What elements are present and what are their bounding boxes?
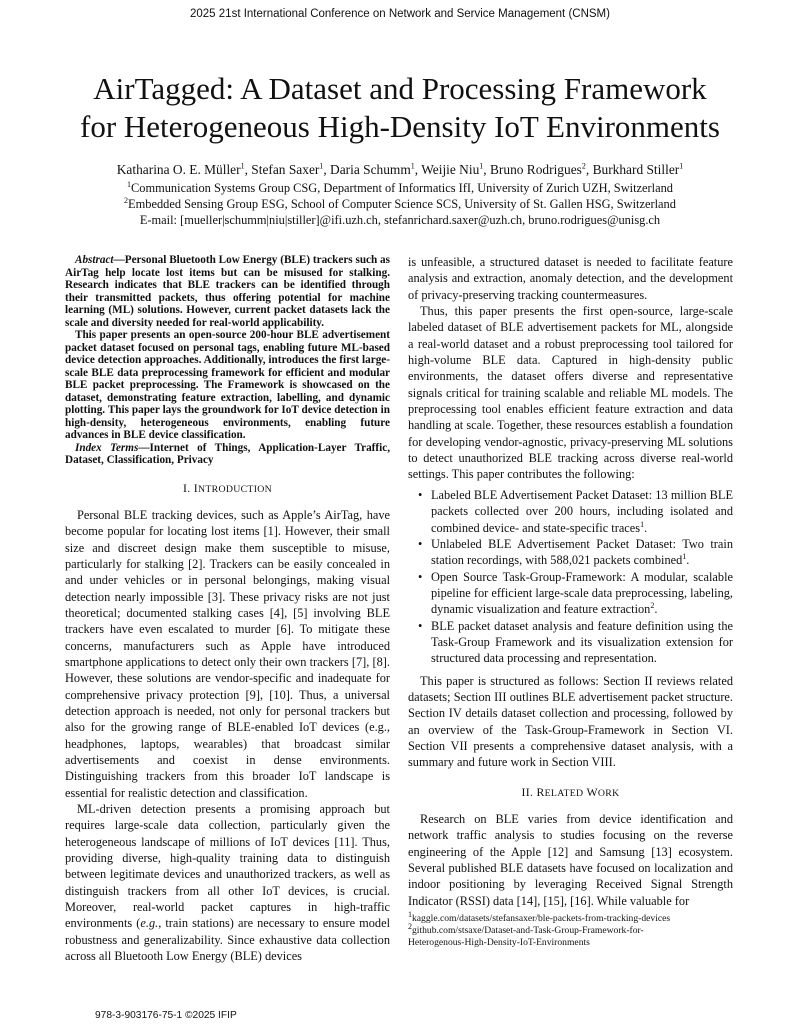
- related-paragraph-1: Research on BLE varies from device identification and network traffic analysis to studies focusing on the reverse engineering of the Apple [12] and Samsung [13] ecosystem. Several published BLE datasets have focused on localization and indoor positioning by leveraging Received Signal Strength Indicator (RSSI) data [14], [15], [16]. While valuable for: [408, 812, 733, 908]
- affiliation-2: $^2$Embedded Sensing Group ESG, School of Computer Science SCS, University of St. Gallen HSG, Switzerland: [124, 195, 676, 211]
- index-terms-label: Index Terms: [75, 441, 139, 454]
- contribution-list: [408, 487, 733, 667]
- conference-header: 2025 21st International Conference on Network and Service Management (CNSM): [190, 8, 610, 20]
- email-line: E-mail: [mueller|schumm|niu|stiller]@ifi.uzh.ch, stefanrichard.saxer@uzh.ch, bruno.rodrigues@unisg.ch: [139, 213, 661, 227]
- title-line-1: AirTagged: A Dataset and Processing Framework: [93, 71, 707, 106]
- section-heading-related-work: II. RELATED WORK: [521, 784, 620, 799]
- abstract-paragraph-2: This paper presents an open-source 200-hour BLE advertisement packet dataset focused on personal tags, enabling future ML-based device detection approaches. Additionally, introduces the first large-scale BLE data preprocessing framework for efficient and modular BLE packet preprocessing. The Framework is showcased on the dataset, demonstrating feature extraction, labelling, and dynamic plotting. This paper lays the groundwork for IoT device detection in high-density, heterogeneous environments, enabling future advances in BLE device classification.: [65, 329, 390, 441]
- intro-paragraph-4: Thus, this paper presents the first open-source, large-scale labeled dataset of BLE advertisement packets for ML, alongside a real-world dataset and a robust preprocessing tool tailored for high-volume BLE data. Captured in high-density public environments, the dataset offers diverse and representative signals critical for training scalable and reliable ML models. The preprocessing tool enables efficient feature extraction and data handling at scale. Together, these resources establish a foundation for developing vendor-agnostic, privacy-preserving ML solutions to detect unauthorized BLE tracking across diverse real-world settings. This paper contributes the following:: [408, 304, 733, 482]
- bullet-icon: •: [418, 618, 423, 633]
- bullet-icon: •: [418, 536, 423, 551]
- title-line-2: for Heterogeneous High-Density IoT Environments: [80, 109, 720, 144]
- author-list: Katharina O. E. Müller$^1$, Stefan Saxer$^1$, Daria Schumm$^1$, Weijie Niu$^1$, Bruno Rodrigues$^2$, Burkhard Stiller$^1$: [116, 161, 684, 177]
- author-name: Burkhard Stiller: [592, 162, 680, 177]
- author-name: Weijie Niu: [421, 162, 480, 177]
- left-column: [65, 254, 390, 964]
- contribution-item: • BLE packet dataset analysis and feature definition using the Task-Group Framework and its visualization extension for structured data processing and representation.: [418, 618, 733, 666]
- footnotes: [408, 909, 738, 950]
- author-name: Bruno Rodrigues: [489, 162, 582, 177]
- right-column: [408, 254, 733, 909]
- intro-paragraph-3: is unfeasible, a structured dataset is needed to facilitate feature analysis and extraction, anomaly detection, and the development of privacy-preserving tracking countermeasures.: [408, 255, 733, 302]
- author-name: Stefan Saxer: [251, 162, 320, 177]
- footnote-2-continued[interactable]: Heterogenous-High-Density-IoT-Environments: [408, 937, 590, 949]
- abstract-paragraph-1: Personal Bluetooth Low Energy (BLE) trackers such as AirTag help locate lost items but can be misused for stalking. Research indicates that BLE trackers can be identified through their transmitted packets, thus offering potential for machine learning (ML) solutions. However, current packet datasets lack the scale and diversity needed for real-world applicability.: [65, 254, 390, 329]
- footnote-1[interactable]: $^1$kaggle.com/datasets/stefansaxer/ble-packets-from-tracking-devices: [408, 909, 671, 924]
- index-terms: Internet of Things, Application-Layer Traffic, Dataset, Classification, Privacy: [65, 441, 390, 466]
- abstract-label: Abstract: [75, 254, 114, 266]
- contribution-item: • Labeled BLE Advertisement Packet Dataset: 13 million BLE packets collected over 200 hours, including isolated and combined device- and state-specific traces$^1$.: [418, 487, 733, 535]
- paper-title: [40, 70, 760, 146]
- affiliations: [30, 180, 770, 228]
- bullet-icon: •: [418, 569, 423, 584]
- affiliation-1: $^1$Communication Systems Group CSG, Department of Informatics IfI, University of Zurich UZH, Switzerland: [127, 179, 673, 195]
- contribution-item: • Open Source Task-Group-Framework: A modular, scalable pipeline for efficient large-scale data preprocessing, labeling, dynamic visualization and feature extraction$^2$.: [418, 569, 733, 617]
- abstract: Abstract—Personal Bluetooth Low Energy (BLE) trackers such as AirTag help locate lost items but can be misused for stalking. Research indicates that BLE trackers can be identified through their transmitted packets, thus offering potential for machine learning (ML) solutions. However, current packet datasets lack the scale and diversity needed for real-world applicability. This paper presents an open-source 200-hour BLE advertisement packet dataset focused on personal tags, enabling future ML-based device detection approaches. Additionally, introduces the first large-scale BLE data preprocessing framework for efficient and modular BLE packet preprocessing. The Framework is showcased on the dataset, demonstrating feature extraction, labelling, and dynamic plotting. This paper lays the groundwork for IoT device detection in high-density, heterogeneous environments, enabling future advances in BLE device classification. Index Terms—Internet of Things, Application-Layer Traffic, Dataset, Classification, Privacy: [65, 254, 390, 466]
- bullet-icon: •: [418, 487, 423, 502]
- isbn-copyright: 978-3-903176-75-1 ©2025 IFIP: [95, 1010, 237, 1021]
- intro-paragraph-5: This paper is structured as follows: Section II reviews related datasets; Section III outlines BLE advertisement packet structure. Section IV details dataset collection and processing, followed by an overview of the Task-Group-Framework in Section VI. Section VII presents a comprehensive dataset analysis, with a summary and future work in Section VIII.: [408, 673, 733, 770]
- author-name: Daria Schumm: [330, 162, 411, 177]
- author-name: Katharina O. E. Müller: [116, 162, 241, 177]
- footnote-2[interactable]: $^2$github.com/stsaxe/Dataset-and-Task-Group-Framework-for-: [408, 922, 644, 937]
- section-heading-introduction: I. INTRODUCTION: [182, 480, 273, 495]
- contribution-item: • Unlabeled BLE Advertisement Packet Dataset: Two train station recordings, with 588,021 packets combined$^1$.: [418, 536, 733, 568]
- intro-paragraph-1: Personal BLE tracking devices, such as Apple’s AirTag, have become popular for locating lost items [1]. However, their small size and discreet design make them susceptible to misuse, particularly for stalking [2]. Trackers can be easily concealed in and under vehicles or in personal belongings, making visual detection nearly impossible [3]. These privacy risks are not just theoretical; documented stalking cases [4], [5] involving BLE trackers have even escalated to murder [6]. To mitigate these concerns, manufacturers such as Apple have introduced smartphone applications to detect only their own trackers [7], [8]. However, these solutions are vendor-specific and inadequate for comprehensive privacy protection [9], [10]. Thus, a universal detection approach is needed, not only for personal trackers but also for the growing range of BLE-enabled IoT devices (e.g., headphones, laptops, wearables) that broadcast similar advertisements and coexist in dense environments. Distinguishing trackers from this broader IoT landscape is essential for realistic detection and classification.: [65, 507, 390, 800]
- intro-paragraph-2: ML-driven detection presents a promising approach but requires large-scale data collection, particularly given the heterogeneous landscape of millions of IoT devices [11]. Thus, providing diverse, high-quality training data to distinguish between legitimate devices and unauthorized trackers, as well as distinguish trackers from all other IoT devices, is crucial. Moreover, real-world packet captures in high-traffic environments (e.g., train stations) are necessary to ensure model robustness and generalizability. Since exhaustive data collection across all Bluetooth Low Energy (BLE) devices: [65, 802, 391, 964]
